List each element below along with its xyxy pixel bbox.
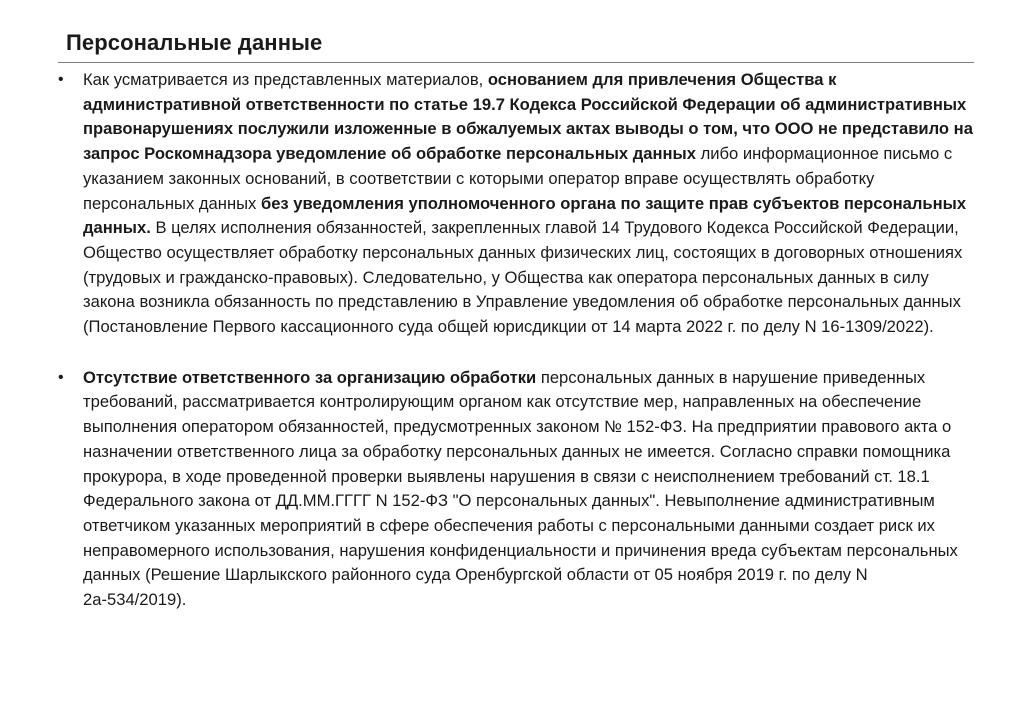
- slide-title: Персональные данные: [66, 30, 323, 55]
- text-segment: Как усматривается из представленных материалов,: [83, 70, 488, 89]
- bold-segment: Отсутствие ответственного за организацию обработки: [83, 367, 537, 387]
- bullet-list: [58, 68, 974, 613]
- text-segment: В целях исполнения обязанностей, закрепленных главой 14 Трудового Кодекса Российской Федерации, Общество осуществляет обработку персональных данных физических лиц, состоящих в договорных отношениях (трудовых и гражданско-правовых). Следовательно, у Общества как оператора персональных данных в силу закона возникла обязанность по представлению в Управление уведомления об обработке персональных данных (Постановление Первого кассационного суда общей юрисдикции от 14 марта 2022 г. по делу N 16-1309/2022).: [83, 218, 963, 337]
- bullet-item: [58, 68, 974, 340]
- bullet-dot: •: [58, 368, 64, 386]
- bold-segment: основанием для привлечения Общества к административной ответственности по статье 19.7 Кодекса Российской Федерации об административных правонарушениях послужили изложенные в обжалуемых актах выводы о том, что ООО не представило на запрос Роскомнадзора уведомление об обработке персональных данных: [83, 70, 973, 164]
- bold-segment: без уведомления уполномоченного органа по защите прав субъектов персональных данных.: [83, 193, 967, 238]
- title-divider: [58, 62, 974, 63]
- bullet-item: [58, 366, 974, 613]
- bullet-dot: •: [58, 71, 64, 88]
- bullet-text: [83, 368, 958, 609]
- text-segment: персональных данных в нарушение приведенных требований, рассматривается контролирующим органом как отсутствие мер, направленных на обеспечение выполнения оператором обязанностей, предусмотренных законом № 152-ФЗ. На предприятии правового акта о назначении ответственного лица за обработку персональных данных не имеется. Согласно справки помощника прокурора, в ходе проведенной проверки выявлены нарушения в связи с неисполнением требований ст. 18.1 Федерального закона от ДД.ММ.ГГГГ N 152-ФЗ "О персональных данных". Невыполнение административным ответчиком указанных мероприятий в сфере обеспечения работы с персональными данными создает риск их неправомерного использования, нарушения конфиденциальности и причинения вреда субъектам персональных данных (Решение Шарлыкского районного суда Оренбургской области от 05 ноября 2019 г. по делу N 2а-534/2019).: [83, 367, 958, 610]
- text-segment: либо информационное письмо с указанием законных оснований, в соответствии с которыми оператор вправе осуществлять обработку персональных данных: [83, 144, 953, 213]
- bullet-text: [83, 70, 973, 336]
